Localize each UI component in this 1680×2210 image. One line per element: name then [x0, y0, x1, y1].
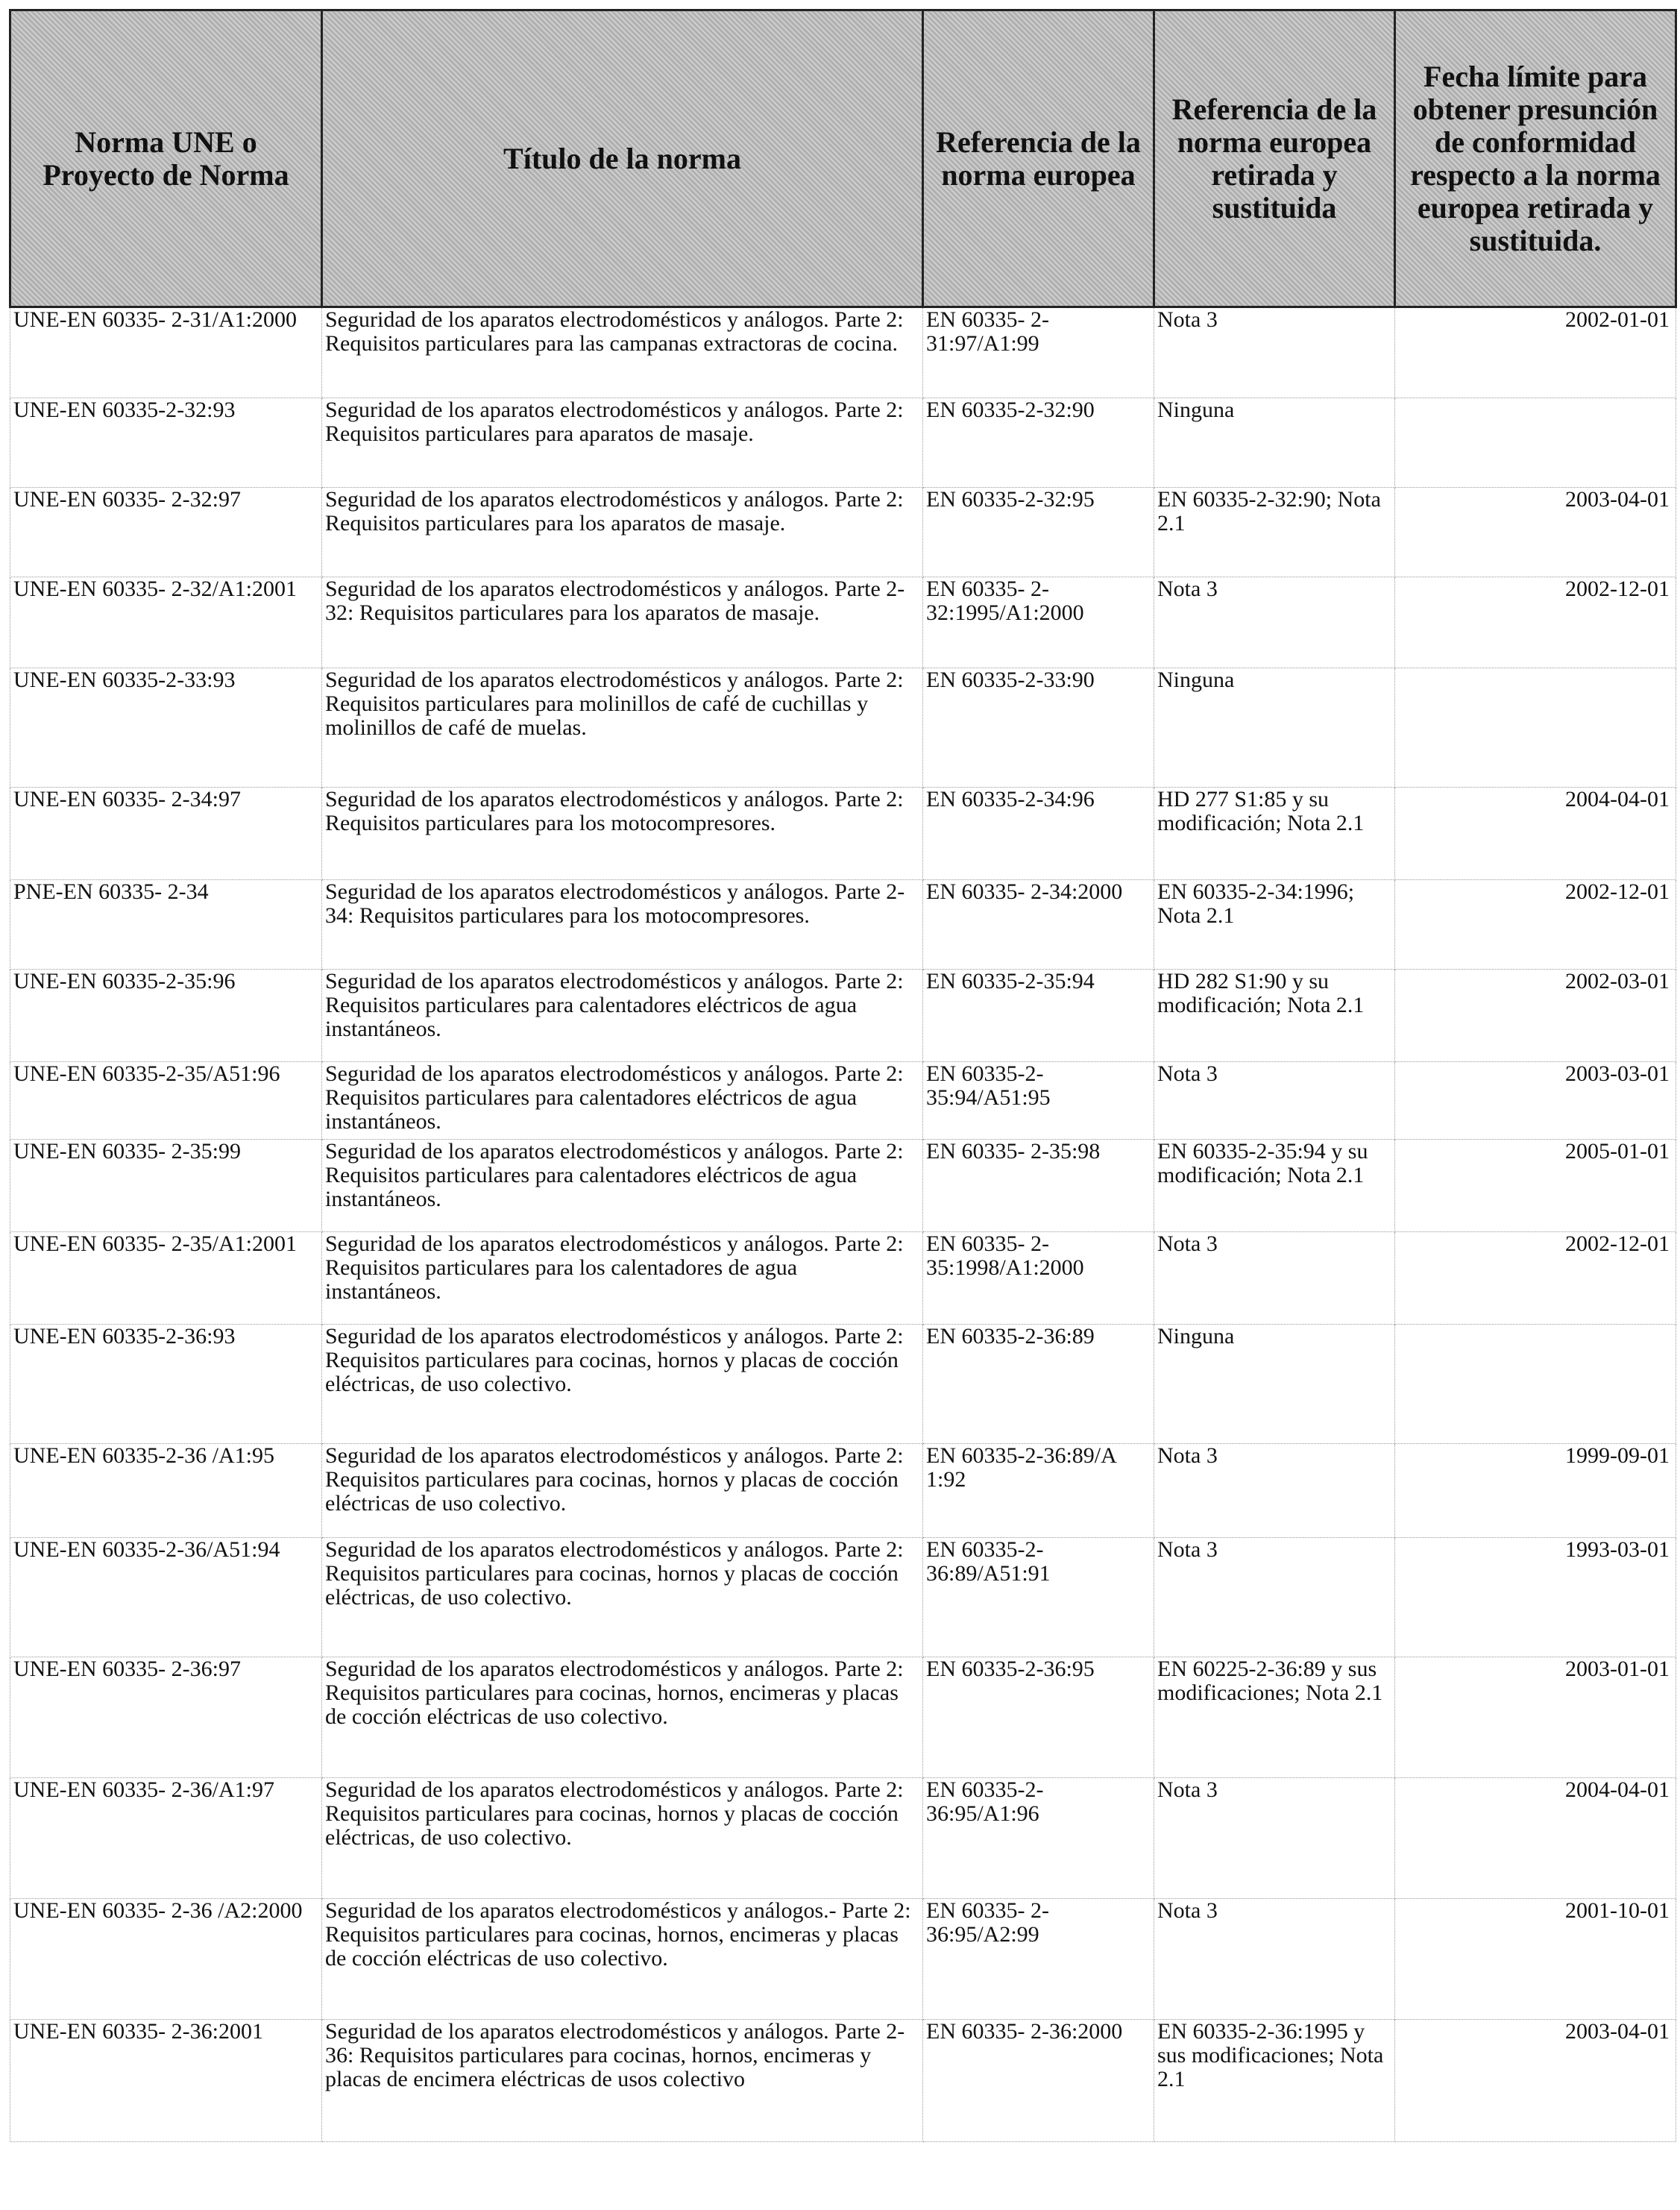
cell-titulo: Seguridad de los aparatos electrodomésticos y análogos.- Parte 2: Requisitos particulares para cocinas, hornos, encimeras y placas de cocción eléctricas de uso colectivo. — [322, 1899, 923, 2020]
cell-retirada: Ninguna — [1154, 1325, 1395, 1444]
cell-fecha: 2005-01-01 — [1395, 1140, 1676, 1232]
cell-retirada: EN 60335-2-36:1995 y sus modificaciones; Nota 2.1 — [1154, 2020, 1395, 2142]
cell-retirada: Ninguna — [1154, 668, 1395, 788]
cell-norma-une: UNE-EN 60335-2-32:93 — [10, 398, 322, 488]
cell-referencia: EN 60335- 2-32:1995/A1:2000 — [923, 577, 1154, 668]
cell-referencia: EN 60335- 2-34:2000 — [923, 880, 1154, 970]
cell-referencia: EN 60335-2-34:96 — [923, 788, 1154, 880]
table-row — [10, 577, 1676, 668]
cell-retirada: Nota 3 — [1154, 307, 1395, 398]
cell-fecha: 2002-12-01 — [1395, 880, 1676, 970]
table-row — [10, 1140, 1676, 1232]
cell-retirada: HD 282 S1:90 y su modificación; Nota 2.1 — [1154, 970, 1395, 1062]
cell-referencia: EN 60335- 2-31:97/A1:99 — [923, 307, 1154, 398]
header-norma-une: Norma UNE o Proyecto de Norma — [10, 10, 322, 307]
cell-norma-une: UNE-EN 60335-2-33:93 — [10, 668, 322, 788]
cell-titulo: Seguridad de los aparatos electrodomésticos y análogos. Parte 2: Requisitos particulares para cocinas, hornos y placas de cocción eléctricas, de uso colectivo. — [322, 1778, 923, 1899]
cell-titulo: Seguridad de los aparatos electrodomésticos y análogos. Parte 2: Requisitos particulares para calentadores eléctricos de agua instantáneos. — [322, 1062, 923, 1140]
cell-norma-une: UNE-EN 60335- 2-32:97 — [10, 488, 322, 577]
cell-titulo: Seguridad de los aparatos electrodomésticos y análogos. Parte 2: Requisitos particulares para molinillos de café de cuchillas y molinillos de café de muelas. — [322, 668, 923, 788]
cell-retirada: EN 60335-2-35:94 y su modificación; Nota 2.1 — [1154, 1140, 1395, 1232]
cell-fecha: 1993-03-01 — [1395, 1538, 1676, 1657]
cell-titulo: Seguridad de los aparatos electrodomésticos y análogos. Parte 2: Requisitos particulares para las campanas extractoras de cocina. — [322, 307, 923, 398]
cell-norma-une: UNE-EN 60335-2-36:93 — [10, 1325, 322, 1444]
cell-fecha — [1395, 398, 1676, 488]
cell-retirada: Nota 3 — [1154, 577, 1395, 668]
cell-referencia: EN 60335- 2-35:1998/A1:2000 — [923, 1232, 1154, 1325]
cell-retirada: Nota 3 — [1154, 1899, 1395, 2020]
header-titulo: Título de la norma — [322, 10, 923, 307]
cell-titulo: Seguridad de los aparatos electrodomésticos y análogos. Parte 2: Requisitos particulares para cocinas, hornos, encimeras y placas de cocción eléctricas de uso colectivo. — [322, 1657, 923, 1778]
standards-table — [9, 9, 1677, 2142]
cell-fecha — [1395, 668, 1676, 788]
cell-retirada: Nota 3 — [1154, 1444, 1395, 1538]
table-row — [10, 880, 1676, 970]
table-row — [10, 1062, 1676, 1140]
cell-norma-une: UNE-EN 60335- 2-36/A1:97 — [10, 1778, 322, 1899]
cell-norma-une: UNE-EN 60335-2-35:96 — [10, 970, 322, 1062]
cell-titulo: Seguridad de los aparatos electrodomésticos y análogos. Parte 2: Requisitos particulares para los motocompresores. — [322, 788, 923, 880]
table-row — [10, 788, 1676, 880]
cell-referencia: EN 60335-2-36:95 — [923, 1657, 1154, 1778]
cell-referencia: EN 60335-2-35:94/A51:95 — [923, 1062, 1154, 1140]
table-row — [10, 668, 1676, 788]
cell-norma-une: PNE-EN 60335- 2-34 — [10, 880, 322, 970]
cell-titulo: Seguridad de los aparatos electrodomésticos y análogos. Parte 2: Requisitos particulares para calentadores eléctricos de agua instantáneos. — [322, 1140, 923, 1232]
cell-fecha: 2002-01-01 — [1395, 307, 1676, 398]
cell-fecha — [1395, 1325, 1676, 1444]
cell-fecha: 2004-04-01 — [1395, 1778, 1676, 1899]
cell-retirada: Nota 3 — [1154, 1232, 1395, 1325]
document-page — [9, 9, 1675, 2203]
table-row — [10, 970, 1676, 1062]
cell-titulo: Seguridad de los aparatos electrodomésticos y análogos. Parte 2: Requisitos particulares para aparatos de masaje. — [322, 398, 923, 488]
table-row — [10, 1232, 1676, 1325]
cell-fecha: 2003-04-01 — [1395, 2020, 1676, 2142]
table-row — [10, 1899, 1676, 2020]
cell-retirada: EN 60335-2-32:90; Nota 2.1 — [1154, 488, 1395, 577]
cell-fecha: 2003-03-01 — [1395, 1062, 1676, 1140]
cell-referencia: EN 60335-2-36:95/A1:96 — [923, 1778, 1154, 1899]
cell-referencia: EN 60335-2-32:90 — [923, 398, 1154, 488]
cell-retirada: Nota 3 — [1154, 1778, 1395, 1899]
table-row — [10, 398, 1676, 488]
cell-referencia: EN 60335-2-36:89 — [923, 1325, 1154, 1444]
cell-norma-une: UNE-EN 60335-2-35/A51:96 — [10, 1062, 322, 1140]
cell-fecha: 2003-04-01 — [1395, 488, 1676, 577]
cell-titulo: Seguridad de los aparatos electrodomésticos y análogos. Parte 2: Requisitos particulares para cocinas, hornos y placas de cocción eléctricas de uso colectivo. — [322, 1444, 923, 1538]
cell-referencia: EN 60335-2-36:89/A 1:92 — [923, 1444, 1154, 1538]
table-row — [10, 2020, 1676, 2142]
cell-referencia: EN 60335- 2-36:2000 — [923, 2020, 1154, 2142]
cell-fecha: 1999-09-01 — [1395, 1444, 1676, 1538]
cell-referencia: EN 60335-2-35:94 — [923, 970, 1154, 1062]
cell-titulo: Seguridad de los aparatos electrodomésticos y análogos. Parte 2-32: Requisitos particulares para los aparatos de masaje. — [322, 577, 923, 668]
cell-titulo: Seguridad de los aparatos electrodomésticos y análogos. Parte 2-36: Requisitos particulares para cocinas, hornos, encimeras y placas de encimera eléctricas de usos colectivo — [322, 2020, 923, 2142]
header-retirada: Referencia de la norma europea retirada y sustituida — [1154, 10, 1395, 307]
table-row — [10, 488, 1676, 577]
cell-norma-une: UNE-EN 60335- 2-32/A1:2001 — [10, 577, 322, 668]
cell-titulo: Seguridad de los aparatos electrodomésticos y análogos. Parte 2: Requisitos particulares para calentadores eléctricos de agua instantáneos. — [322, 970, 923, 1062]
cell-fecha: 2003-01-01 — [1395, 1657, 1676, 1778]
cell-retirada: Ninguna — [1154, 398, 1395, 488]
cell-referencia: EN 60335- 2-36:95/A2:99 — [923, 1899, 1154, 2020]
cell-referencia: EN 60335- 2-35:98 — [923, 1140, 1154, 1232]
cell-titulo: Seguridad de los aparatos electrodomésticos y análogos. Parte 2: Requisitos particulares para los aparatos de masaje. — [322, 488, 923, 577]
cell-retirada: HD 277 S1:85 y su modificación; Nota 2.1 — [1154, 788, 1395, 880]
table-row — [10, 1538, 1676, 1657]
cell-retirada: Nota 3 — [1154, 1062, 1395, 1140]
table-row — [10, 307, 1676, 398]
table-row — [10, 1325, 1676, 1444]
cell-fecha: 2004-04-01 — [1395, 788, 1676, 880]
table-body — [10, 307, 1676, 2142]
cell-fecha: 2002-03-01 — [1395, 970, 1676, 1062]
table-row — [10, 1657, 1676, 1778]
cell-norma-une: UNE-EN 60335- 2-35/A1:2001 — [10, 1232, 322, 1325]
cell-norma-une: UNE-EN 60335-2-36 /A1:95 — [10, 1444, 322, 1538]
cell-retirada: EN 60225-2-36:89 y sus modificaciones; Nota 2.1 — [1154, 1657, 1395, 1778]
cell-fecha: 2002-12-01 — [1395, 1232, 1676, 1325]
cell-referencia: EN 60335-2-33:90 — [923, 668, 1154, 788]
cell-norma-une: UNE-EN 60335- 2-31/A1:2000 — [10, 307, 322, 398]
cell-referencia: EN 60335-2-36:89/A51:91 — [923, 1538, 1154, 1657]
cell-fecha: 2001-10-01 — [1395, 1899, 1676, 2020]
cell-fecha: 2002-12-01 — [1395, 577, 1676, 668]
cell-norma-une: UNE-EN 60335- 2-36:2001 — [10, 2020, 322, 2142]
cell-referencia: EN 60335-2-32:95 — [923, 488, 1154, 577]
cell-norma-une: UNE-EN 60335- 2-34:97 — [10, 788, 322, 880]
table-row — [10, 1444, 1676, 1538]
cell-norma-une: UNE-EN 60335- 2-36 /A2:2000 — [10, 1899, 322, 2020]
table-header-row — [10, 10, 1676, 307]
table-row — [10, 1778, 1676, 1899]
cell-norma-une: UNE-EN 60335-2-36/A51:94 — [10, 1538, 322, 1657]
cell-retirada: Nota 3 — [1154, 1538, 1395, 1657]
header-fecha: Fecha límite para obtener presunción de conformidad respecto a la norma europea retirada y sustituida. — [1395, 10, 1676, 307]
cell-retirada: EN 60335-2-34:1996; Nota 2.1 — [1154, 880, 1395, 970]
cell-norma-une: UNE-EN 60335- 2-35:99 — [10, 1140, 322, 1232]
cell-titulo: Seguridad de los aparatos electrodomésticos y análogos. Parte 2-34: Requisitos particulares para los motocompresores. — [322, 880, 923, 970]
cell-titulo: Seguridad de los aparatos electrodomésticos y análogos. Parte 2: Requisitos particulares para cocinas, hornos y placas de cocción eléctricas, de uso colectivo. — [322, 1325, 923, 1444]
cell-titulo: Seguridad de los aparatos electrodomésticos y análogos. Parte 2: Requisitos particulares para los calentadores de agua instantáneos. — [322, 1232, 923, 1325]
cell-titulo: Seguridad de los aparatos electrodomésticos y análogos. Parte 2: Requisitos particulares para cocinas, hornos y placas de cocción eléctricas, de uso colectivo. — [322, 1538, 923, 1657]
cell-norma-une: UNE-EN 60335- 2-36:97 — [10, 1657, 322, 1778]
header-referencia: Referencia de la norma europea — [923, 10, 1154, 307]
